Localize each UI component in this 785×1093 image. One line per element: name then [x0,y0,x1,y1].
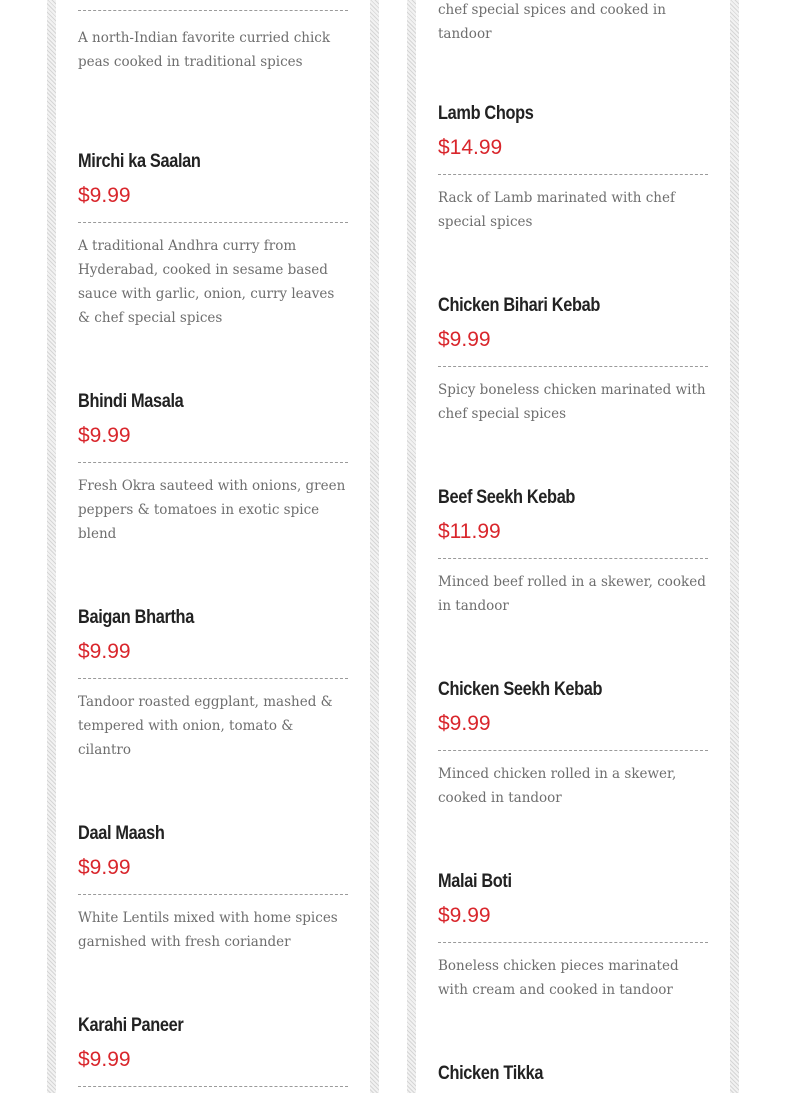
item-description: White Lentils mixed with home spices garnished with fresh coriander [78,910,338,950]
item-name: Mirchi ka Saalan [78,151,201,172]
item-description: Minced beef rolled in a skewer, cooked in tandoor [438,574,706,614]
item-divider [78,222,348,223]
item-price: $9.99 [78,424,131,447]
item-price: $11.99 [438,520,501,543]
item-divider [78,462,348,463]
item-name: Chicken Bihari Kebab [438,295,601,316]
item-name: Chicken Tikka [438,1063,544,1084]
item-divider [78,894,348,895]
item-description: Spicy boneless chicken marinated with chef special spices [438,382,706,422]
item-divider [438,750,708,751]
item-divider [438,174,708,175]
item-name: Daal Maash [78,823,165,844]
item-name: Chicken Seekh Kebab [438,679,603,700]
item-divider [438,558,708,559]
item-name: Malai Boti [438,871,512,892]
item-divider [78,1086,348,1087]
item-price: $9.99 [438,712,491,735]
item-name: Beef Seekh Kebab [438,487,576,508]
item-description: A north-Indian favorite curried chick peas cooked in traditional spices [78,30,331,70]
item-divider [78,10,348,11]
menu-column-left [47,0,379,1093]
item-name: Karahi Paneer [78,1015,184,1036]
item-description: A traditional Andhra curry from Hyderabad, cooked in sesame based sauce with garlic, onion, curry leaves & chef special spices [78,238,335,326]
item-divider [438,942,708,943]
item-description: Tandoor roasted eggplant, mashed & tempered with onion, tomato & cilantro [78,694,333,758]
item-price: $14.99 [438,136,503,159]
item-description: Minced chicken rolled in a skewer, cooked in tandoor [438,766,677,806]
item-name: Bhindi Masala [78,391,184,412]
item-divider [78,678,348,679]
menu-column-right [407,0,739,1093]
item-description: chef special spices and cooked in tandoor [438,2,666,42]
item-divider [438,366,708,367]
item-price: $9.99 [78,856,131,879]
item-description: Rack of Lamb marinated with chef special spices [438,190,675,230]
item-description: Fresh Okra sauteed with onions, green peppers & tomatoes in exotic spice blend [78,478,346,542]
item-price: $9.99 [78,184,131,207]
item-price: $9.99 [438,904,491,927]
item-price: $9.99 [78,1048,131,1071]
item-name: Lamb Chops [438,103,534,124]
item-description: Boneless chicken pieces marinated with cream and cooked in tandoor [438,958,679,998]
item-name: Baigan Bhartha [78,607,194,628]
item-price: $9.99 [438,328,491,351]
item-price: $9.99 [78,640,131,663]
